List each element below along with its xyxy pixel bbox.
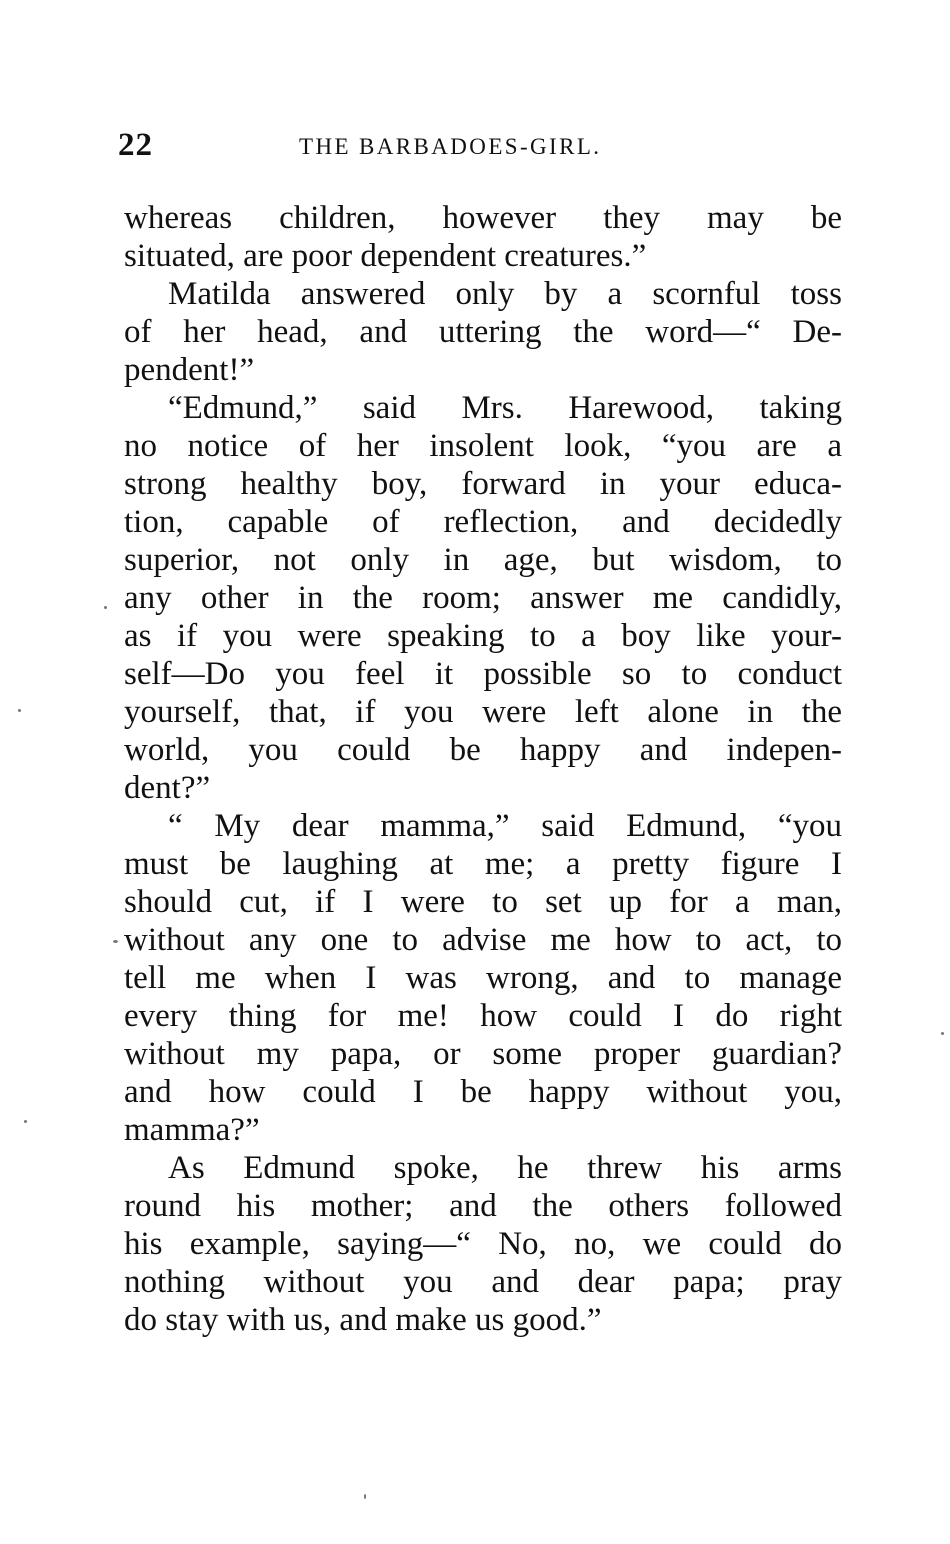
text-line: and how could I be happy without you, <box>124 1074 842 1110</box>
text-line: As Edmund spoke, he threw his arms <box>168 1150 842 1186</box>
text-line: situated, are poor dependent creatures.” <box>124 238 647 274</box>
page-number: 22 <box>118 127 153 163</box>
print-speck <box>364 1494 366 1499</box>
text-line: no notice of her insolent look, “you are a <box>124 428 842 464</box>
text-line: world, you could be happy and indepen- <box>124 732 842 768</box>
text-line: do stay with us, and make us good.” <box>124 1302 602 1338</box>
text-line: every thing for me! how could I do right <box>124 998 842 1034</box>
text-line: Matilda answered only by a scornful toss <box>168 276 842 312</box>
print-speck <box>18 709 21 712</box>
text-line: tell me when I was wrong, and to manage <box>124 960 842 996</box>
text-line: of her head, and uttering the word—“ De- <box>124 314 842 350</box>
text-line: mamma?” <box>124 1112 260 1148</box>
text-line: any other in the room; answer me candidly, <box>124 580 842 616</box>
text-line: tion, capable of reflection, and decidedly <box>124 504 842 540</box>
text-line: pendent!” <box>124 352 255 388</box>
text-line: must be laughing at me; a pretty figure I <box>124 846 842 882</box>
body-text <box>124 199 842 1339</box>
print-speck <box>24 1120 27 1123</box>
page-header <box>118 127 848 173</box>
text-line: nothing without you and dear papa; pray <box>124 1264 842 1300</box>
text-line: self—Do you feel it possible so to conduct <box>124 656 842 692</box>
text-line: whereas children, however they may be <box>124 200 842 236</box>
text-line: dent?” <box>124 770 211 806</box>
print-speck <box>113 940 118 943</box>
print-speck <box>104 606 107 609</box>
text-line: should cut, if I were to set up for a man, <box>124 884 842 920</box>
text-line: strong healthy boy, forward in your educa- <box>124 466 842 502</box>
text-line: “Edmund,” said Mrs. Harewood, taking <box>168 390 842 426</box>
running-head: THE BARBADOES-GIRL. <box>299 134 602 159</box>
text-line: yourself, that, if you were left alone in the <box>124 694 842 730</box>
text-line: round his mother; and the others followed <box>124 1188 842 1224</box>
text-line: superior, not only in age, but wisdom, to <box>124 542 842 578</box>
print-speck <box>941 1032 944 1035</box>
text-line: without any one to advise me how to act, to <box>124 922 842 958</box>
text-line: “ My dear mamma,” said Edmund, “you <box>168 808 842 844</box>
text-line: without my papa, or some proper guardian? <box>124 1036 842 1072</box>
text-line: as if you were speaking to a boy like your- <box>124 618 842 654</box>
text-line: his example, saying—“ No, no, we could do <box>124 1226 842 1262</box>
